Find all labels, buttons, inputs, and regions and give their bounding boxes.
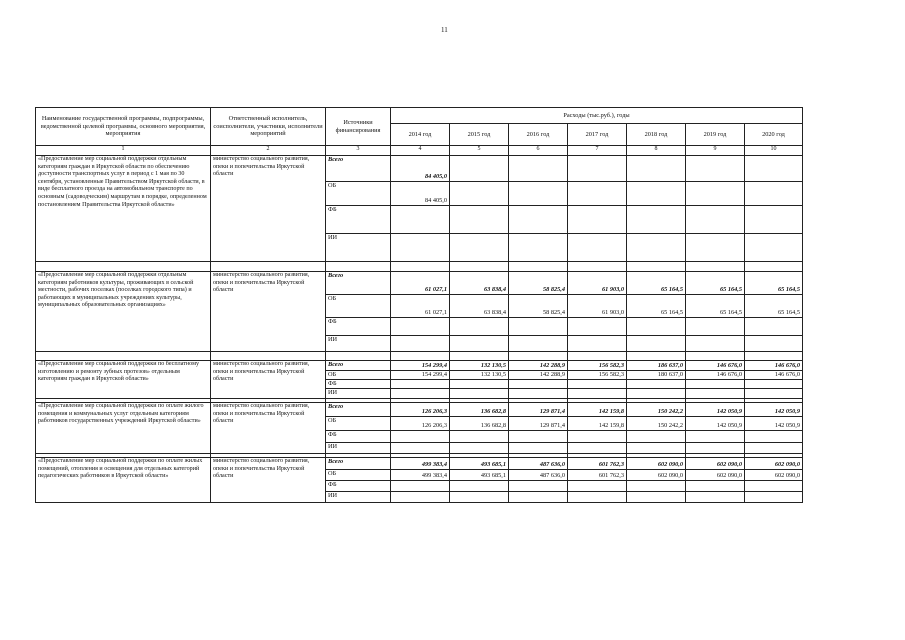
- source-label: ОБ: [326, 417, 391, 431]
- value-cell: 63 838,4: [450, 272, 509, 295]
- value-cell: [391, 336, 450, 352]
- value-cell: [745, 336, 803, 352]
- value-cell: [450, 481, 509, 492]
- source-label: ИИ: [326, 336, 391, 352]
- value-cell: 65 164,5: [745, 295, 803, 318]
- value-cell: [568, 336, 627, 352]
- separator-cell: [509, 352, 568, 361]
- separator-cell: [568, 262, 627, 272]
- value-cell: [745, 492, 803, 503]
- separator-cell: [450, 352, 509, 361]
- source-label: ОБ: [326, 371, 391, 380]
- value-cell: 146 676,0: [745, 361, 803, 371]
- table-row: [36, 361, 803, 371]
- program-name: «Предоставление мер социальной поддержки отдельным категориям работников культуры, проживающих в сельской местности, рабочих поселках (поселках городского типа) и работающих в муниципальных учреждениях культуры, муниципальных образовательных организациях»: [36, 272, 211, 352]
- value-cell: 142 050,9: [745, 403, 803, 417]
- value-cell: [391, 443, 450, 454]
- value-cell: [568, 389, 627, 399]
- value-cell: [450, 234, 509, 262]
- table-row: [36, 403, 803, 417]
- header-year: 2014 год: [391, 124, 450, 146]
- value-cell: [745, 182, 803, 206]
- separator-cell: [686, 352, 745, 361]
- col-number: 1: [36, 146, 211, 156]
- value-cell: 602 090,0: [686, 470, 745, 481]
- value-cell: [627, 318, 686, 336]
- executor-name: министерство социального развития, опеки и попечительства Иркутской области: [211, 458, 326, 503]
- value-cell: 142 050,9: [745, 417, 803, 431]
- value-cell: [568, 206, 627, 234]
- value-cell: 58 825,4: [509, 272, 568, 295]
- value-cell: [745, 389, 803, 399]
- value-cell: [450, 206, 509, 234]
- program-name: «Предоставление мер социальной поддержки по бесплатному изготовлению и ремонту зубных протезов» отдельным категориям граждан в Иркутской области»: [36, 361, 211, 399]
- executor-name: министерство социального развития, опеки и попечительства Иркутской области: [211, 361, 326, 399]
- value-cell: [391, 492, 450, 503]
- value-cell: 156 582,3: [568, 361, 627, 371]
- value-cell: [627, 443, 686, 454]
- program-name: «Предоставление мер социальной поддержки по оплате жилого помещения и коммунальных услуг отдельным категориям работников государственных учреждений Иркутской области»: [36, 403, 211, 454]
- value-cell: 487 636,0: [509, 458, 568, 470]
- value-cell: [568, 318, 627, 336]
- value-cell: [391, 389, 450, 399]
- value-cell: 61 027,1: [391, 272, 450, 295]
- value-cell: 65 164,5: [627, 295, 686, 318]
- separator-cell: [627, 352, 686, 361]
- value-cell: 61 903,0: [568, 272, 627, 295]
- value-cell: 129 871,4: [509, 417, 568, 431]
- page-number: 11: [441, 26, 448, 34]
- source-label: ОБ: [326, 470, 391, 481]
- separator-cell: [568, 352, 627, 361]
- separator-cell: [391, 352, 450, 361]
- value-cell: 601 762,3: [568, 458, 627, 470]
- value-cell: 142 050,9: [686, 417, 745, 431]
- program-name: «Предоставление мер социальной поддержки по оплате жилых помещений, отопления и освещения для отдельных категорий педагогических работников в Иркутской области»: [36, 458, 211, 503]
- table-row: [36, 156, 803, 182]
- value-cell: [450, 318, 509, 336]
- group-separator: [36, 262, 803, 272]
- value-cell: 156 582,3: [568, 371, 627, 380]
- value-cell: 142 288,9: [509, 371, 568, 380]
- value-cell: [686, 336, 745, 352]
- program-name: «Предоставление мер социальной поддержки отдельным категориям граждан в Иркутской области по обеспечению доступности транспортных услуг в период с 1 мая по 30 сентября, установленные Правительством Иркутской области, в виде бесплатного проезда на автомобильном транспорте по основным (садоводческим) маршрутам в порядке, определенном постановлением Правительства Иркутской области»: [36, 156, 211, 262]
- separator-cell: [627, 262, 686, 272]
- separator-cell: [326, 262, 391, 272]
- source-label: Всего: [326, 458, 391, 470]
- source-label: ФБ: [326, 380, 391, 389]
- separator-cell: [686, 262, 745, 272]
- value-cell: 65 164,5: [686, 272, 745, 295]
- value-cell: 154 299,4: [391, 371, 450, 380]
- separator-cell: [211, 262, 326, 272]
- value-cell: [686, 481, 745, 492]
- value-cell: [568, 443, 627, 454]
- source-label: ИИ: [326, 443, 391, 454]
- value-cell: [450, 336, 509, 352]
- value-cell: [391, 234, 450, 262]
- value-cell: [745, 443, 803, 454]
- col-number: 8: [627, 146, 686, 156]
- source-label: Всего: [326, 272, 391, 295]
- value-cell: [745, 318, 803, 336]
- executor-name: министерство социального развития, опеки и попечительства Иркутской области: [211, 403, 326, 454]
- value-cell: [686, 443, 745, 454]
- budget-table: [35, 107, 803, 503]
- separator-cell: [745, 262, 803, 272]
- value-cell: 150 242,2: [627, 403, 686, 417]
- value-cell: 180 637,0: [627, 371, 686, 380]
- value-cell: [627, 234, 686, 262]
- source-label: Всего: [326, 156, 391, 182]
- header-executor: Ответственный исполнитель, соисполнители, участники, исполнители мероприятий: [211, 108, 326, 146]
- value-cell: 154 299,4: [391, 361, 450, 371]
- header-year: 2018 год: [627, 124, 686, 146]
- value-cell: [627, 336, 686, 352]
- value-cell: [627, 481, 686, 492]
- separator-cell: [745, 352, 803, 361]
- value-cell: 142 050,9: [686, 403, 745, 417]
- value-cell: [745, 234, 803, 262]
- value-cell: [745, 156, 803, 182]
- value-cell: [450, 492, 509, 503]
- value-cell: [509, 234, 568, 262]
- header-year: 2017 год: [568, 124, 627, 146]
- value-cell: [686, 492, 745, 503]
- value-cell: [509, 389, 568, 399]
- source-label: ФБ: [326, 431, 391, 443]
- separator-cell: [36, 352, 211, 361]
- value-cell: 65 164,5: [745, 272, 803, 295]
- value-cell: 136 682,8: [450, 417, 509, 431]
- value-cell: [627, 206, 686, 234]
- value-cell: [450, 156, 509, 182]
- value-cell: [627, 492, 686, 503]
- value-cell: [686, 206, 745, 234]
- value-cell: 63 838,4: [450, 295, 509, 318]
- source-label: ФБ: [326, 481, 391, 492]
- value-cell: [450, 443, 509, 454]
- header-source: Источники финансирования: [326, 108, 391, 146]
- source-label: ФБ: [326, 206, 391, 234]
- value-cell: 499 383,4: [391, 470, 450, 481]
- value-cell: 602 090,0: [686, 458, 745, 470]
- value-cell: 487 636,0: [509, 470, 568, 481]
- col-number: 10: [745, 146, 803, 156]
- table-row: [36, 272, 803, 295]
- value-cell: [509, 206, 568, 234]
- value-cell: 186 637,0: [627, 361, 686, 371]
- table-body: [36, 156, 803, 503]
- value-cell: [509, 182, 568, 206]
- value-cell: [627, 431, 686, 443]
- col-number: 9: [686, 146, 745, 156]
- value-cell: [568, 431, 627, 443]
- executor-name: министерство социального развития, опеки и попечительства Иркутской области: [211, 272, 326, 352]
- col-number: 5: [450, 146, 509, 156]
- value-cell: [509, 443, 568, 454]
- col-number: 3: [326, 146, 391, 156]
- value-cell: 58 825,4: [509, 295, 568, 318]
- value-cell: [627, 380, 686, 389]
- source-label: ОБ: [326, 182, 391, 206]
- value-cell: [509, 156, 568, 182]
- value-cell: [745, 380, 803, 389]
- value-cell: [745, 431, 803, 443]
- value-cell: [686, 182, 745, 206]
- col-number: 2: [211, 146, 326, 156]
- value-cell: 65 164,5: [627, 272, 686, 295]
- value-cell: [686, 156, 745, 182]
- value-cell: [568, 156, 627, 182]
- source-label: ИИ: [326, 389, 391, 399]
- source-label: Всего: [326, 403, 391, 417]
- source-label: ИИ: [326, 492, 391, 503]
- header-year: 2016 год: [509, 124, 568, 146]
- value-cell: 132 130,5: [450, 371, 509, 380]
- value-cell: 61 903,0: [568, 295, 627, 318]
- group-separator: [36, 352, 803, 361]
- value-cell: 493 685,1: [450, 458, 509, 470]
- value-cell: 126 206,3: [391, 417, 450, 431]
- value-cell: [627, 389, 686, 399]
- value-cell: 146 676,0: [686, 361, 745, 371]
- value-cell: [450, 431, 509, 443]
- separator-cell: [211, 352, 326, 361]
- value-cell: 602 090,0: [745, 458, 803, 470]
- header-year: 2015 год: [450, 124, 509, 146]
- value-cell: [686, 389, 745, 399]
- separator-cell: [36, 262, 211, 272]
- value-cell: [686, 234, 745, 262]
- value-cell: 142 159,8: [568, 417, 627, 431]
- value-cell: [391, 206, 450, 234]
- value-cell: 146 676,0: [686, 371, 745, 380]
- value-cell: [391, 481, 450, 492]
- value-cell: 65 164,5: [686, 295, 745, 318]
- value-cell: [450, 182, 509, 206]
- value-cell: 126 206,3: [391, 403, 450, 417]
- header-year: 2020 год: [745, 124, 803, 146]
- value-cell: [568, 182, 627, 206]
- separator-cell: [326, 352, 391, 361]
- value-cell: 602 090,0: [627, 458, 686, 470]
- value-cell: [686, 380, 745, 389]
- value-cell: 142 288,9: [509, 361, 568, 371]
- table-row: [36, 458, 803, 470]
- value-cell: [391, 380, 450, 389]
- value-cell: 602 090,0: [627, 470, 686, 481]
- separator-cell: [509, 262, 568, 272]
- value-cell: 142 159,8: [568, 403, 627, 417]
- header-program: Наименование государственной программы, подпрограммы, ведомственной целевой программы, основного мероприятия, мероприятия: [36, 108, 211, 146]
- value-cell: [627, 182, 686, 206]
- value-cell: [450, 380, 509, 389]
- value-cell: [568, 234, 627, 262]
- header-expenses: Расходы (тыс.руб.), годы: [391, 108, 803, 124]
- source-label: ОБ: [326, 295, 391, 318]
- value-cell: [509, 336, 568, 352]
- value-cell: 84 405,0: [391, 182, 450, 206]
- value-cell: 602 090,0: [745, 470, 803, 481]
- value-cell: [509, 380, 568, 389]
- value-cell: [627, 156, 686, 182]
- value-cell: [745, 206, 803, 234]
- separator-cell: [450, 262, 509, 272]
- col-number: 6: [509, 146, 568, 156]
- value-cell: [686, 431, 745, 443]
- value-cell: 84 405,0: [391, 156, 450, 182]
- header-year: 2019 год: [686, 124, 745, 146]
- value-cell: 146 676,0: [745, 371, 803, 380]
- value-cell: [509, 431, 568, 443]
- col-number: 4: [391, 146, 450, 156]
- header-col-numbers: [36, 146, 803, 156]
- value-cell: 499 383,4: [391, 458, 450, 470]
- value-cell: 601 762,3: [568, 470, 627, 481]
- value-cell: 136 682,8: [450, 403, 509, 417]
- value-cell: [450, 389, 509, 399]
- value-cell: 493 685,1: [450, 470, 509, 481]
- value-cell: 132 130,5: [450, 361, 509, 371]
- value-cell: [391, 318, 450, 336]
- source-label: ИИ: [326, 234, 391, 262]
- value-cell: [686, 318, 745, 336]
- executor-name: министерство социального развития, опеки и попечительства Иркутской области: [211, 156, 326, 262]
- value-cell: [745, 481, 803, 492]
- col-number: 7: [568, 146, 627, 156]
- source-label: Всего: [326, 361, 391, 371]
- value-cell: [568, 380, 627, 389]
- value-cell: [568, 492, 627, 503]
- value-cell: [509, 318, 568, 336]
- value-cell: [391, 431, 450, 443]
- source-label: ФБ: [326, 318, 391, 336]
- value-cell: 61 027,1: [391, 295, 450, 318]
- value-cell: [568, 481, 627, 492]
- value-cell: [509, 481, 568, 492]
- value-cell: 129 871,4: [509, 403, 568, 417]
- value-cell: [509, 492, 568, 503]
- separator-cell: [391, 262, 450, 272]
- value-cell: 150 242,2: [627, 417, 686, 431]
